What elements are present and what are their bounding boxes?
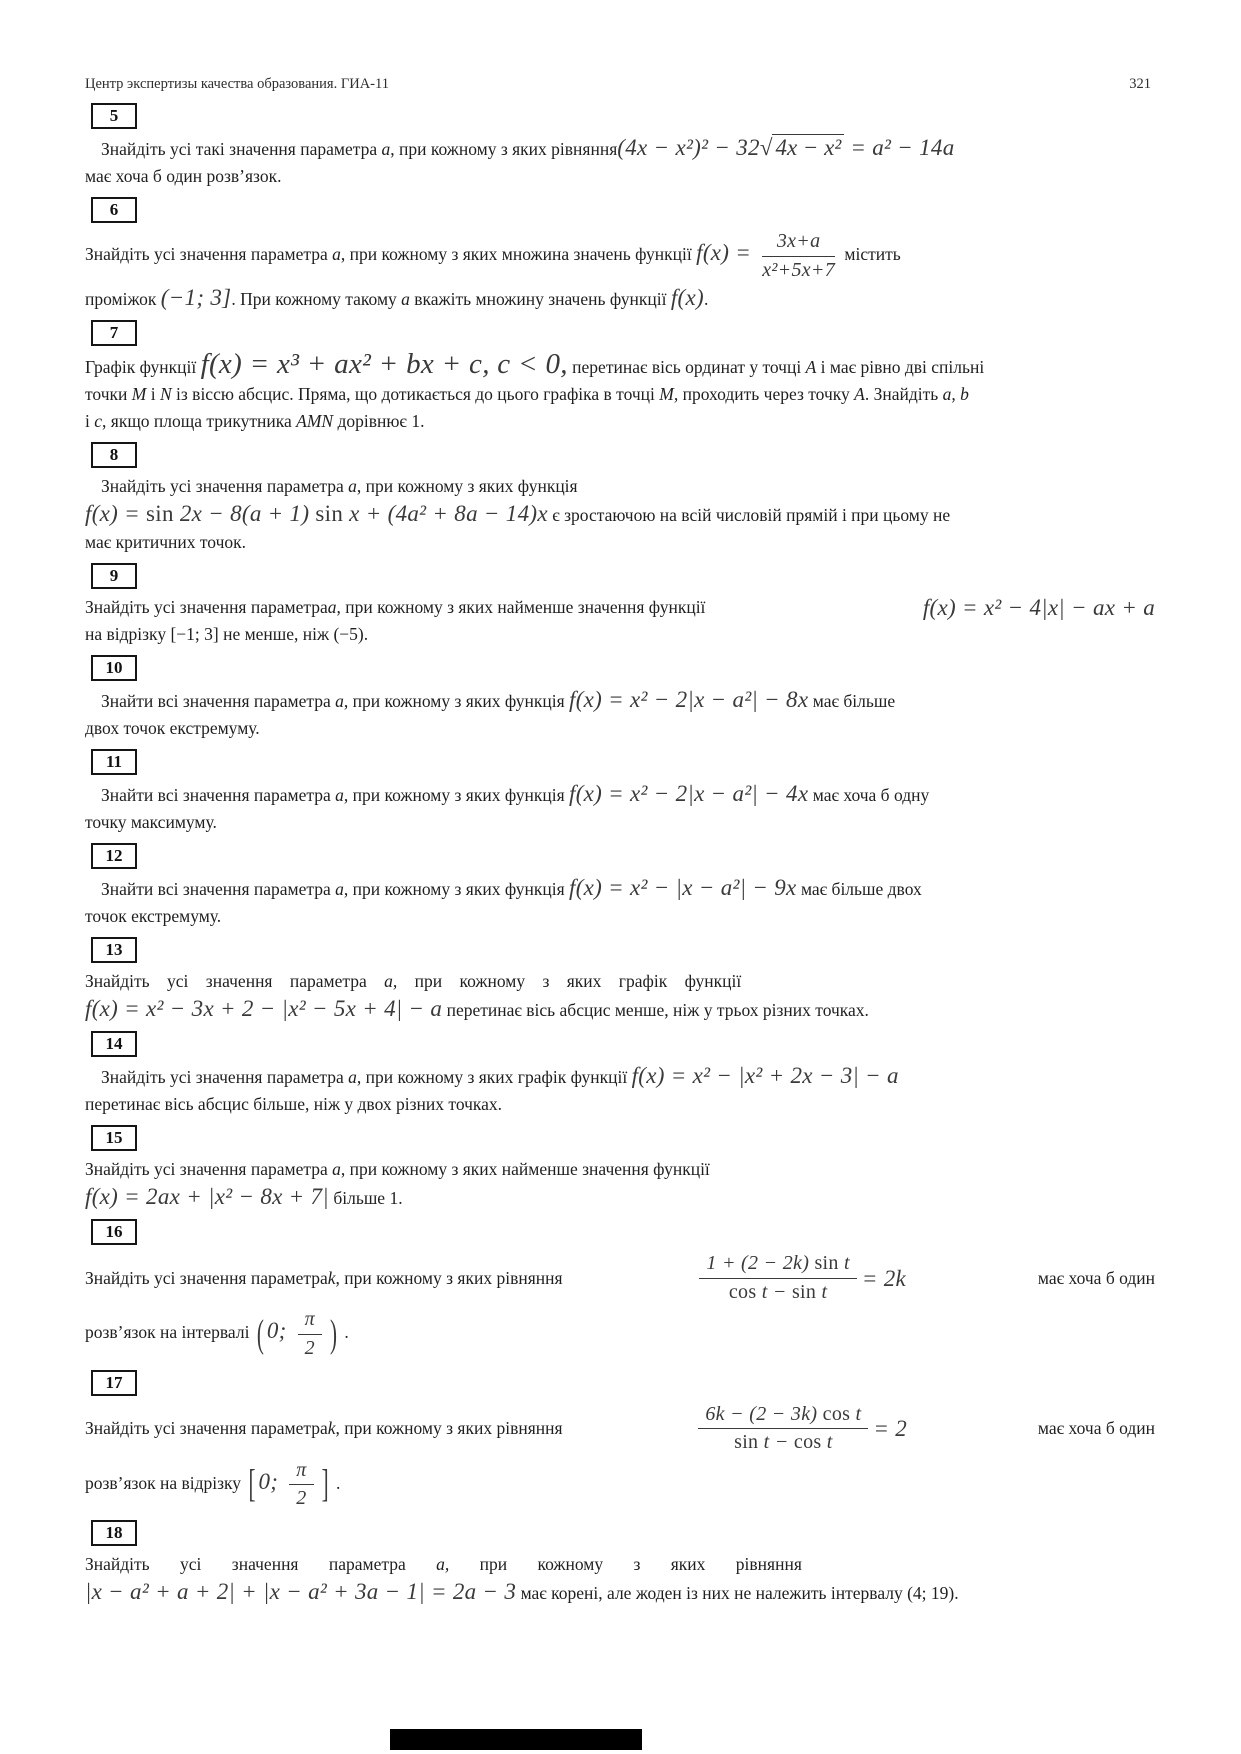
variable: a	[335, 879, 344, 900]
variable: a,	[384, 971, 398, 992]
variable: a	[348, 476, 357, 497]
problem-number-box: 14	[91, 1031, 137, 1057]
segment-group	[1038, 1265, 1155, 1292]
problem-line	[85, 1156, 1155, 1183]
problem-line	[85, 1062, 1155, 1091]
problem-number-box: 5	[91, 103, 137, 129]
text-run: , при кожному з яких функція	[343, 785, 569, 806]
variable: M	[131, 384, 147, 405]
segment-group	[923, 594, 1155, 621]
text-run: , при кожному з яких функція	[343, 879, 569, 900]
fraction	[762, 230, 835, 282]
problems-list	[85, 96, 1155, 1613]
math-formula: f(x) = x³ + ax² + bx + c, c < 0,	[200, 348, 568, 381]
text-run: Знайдіть усі значення параметра	[101, 476, 349, 497]
variable: c	[94, 411, 103, 432]
text-run: Знайдіть усі значення параметра	[85, 244, 333, 265]
problem-12	[85, 843, 1155, 930]
problem-line	[85, 1250, 1155, 1306]
bracket: (	[256, 1311, 264, 1356]
text-run: , при кожному з яких рівняння	[335, 1418, 563, 1439]
variable: a	[348, 1067, 357, 1088]
text-run: на відрізку [−1; 3] не менше, ніж (−5).	[85, 624, 369, 645]
problem-line	[85, 1091, 1155, 1118]
text-run: двох точок екстремуму.	[85, 718, 260, 739]
radical	[760, 134, 844, 160]
problem-line	[85, 621, 1155, 648]
problem-line	[85, 408, 1155, 435]
variable: A	[805, 357, 817, 378]
text-run: вкажіть множину значень функції	[409, 289, 671, 310]
variable: a	[327, 597, 337, 618]
variable: N	[159, 384, 172, 405]
problem-line	[85, 874, 1155, 903]
problem-13	[85, 937, 1155, 1024]
problem-10	[85, 655, 1155, 742]
problem-line	[85, 903, 1155, 930]
problem-line	[85, 500, 1155, 529]
variable: a, b	[942, 384, 969, 405]
segment-group	[85, 594, 705, 621]
text-run: Графік функції	[85, 357, 201, 378]
variable: M,	[659, 384, 679, 405]
problem-line	[85, 348, 1155, 381]
text-run: , якщо площа трикутника	[102, 411, 297, 432]
text-run: має корені, але жоден із них не належить інтервалу (4; 19).	[516, 1582, 959, 1603]
fraction-numerator: π	[289, 1459, 313, 1486]
text-run: , при кожному з яких найменше значення функції	[336, 597, 706, 618]
radicand: 4x − x²	[772, 134, 844, 160]
math-formula: f(x) = x² − 4|x| − ax + a	[922, 595, 1155, 621]
fraction-numerator: 1 + (2 − 2k) sin t	[699, 1252, 857, 1279]
text-run: і має рівно дві спільні	[816, 357, 985, 378]
radical-sign: √	[759, 135, 773, 160]
text-run: , при кожному з яких функція	[343, 691, 569, 712]
text-run: перетинає вісь абсцис більше, ніж у двох різних точках.	[85, 1094, 503, 1115]
scan-artifact-bar	[390, 1729, 642, 1750]
segment-group	[1038, 1415, 1155, 1442]
text-run: Знайдіть усі значення параметра	[85, 1159, 333, 1180]
text-run: при кожному з яких графік функції	[397, 971, 742, 992]
fraction	[698, 1403, 868, 1455]
text-run: Знайдіть усі значення параметра	[101, 1067, 349, 1088]
math-formula: (4x − x²)² − 32	[617, 135, 760, 160]
math-formula: f(x) = sin 2x − 8(a + 1) sin x + (4a² + 8a − 14)x	[85, 501, 548, 527]
problem-9	[85, 563, 1155, 648]
problem-number-box: 18	[91, 1520, 137, 1546]
variable: a	[335, 691, 344, 712]
fraction-denominator: cos t − sin t	[728, 1280, 828, 1303]
problem-number-box: 12	[91, 843, 137, 869]
problem-line	[85, 1457, 1155, 1513]
text-run: точок екстремуму.	[85, 906, 222, 927]
segment-group	[693, 1401, 907, 1457]
text-run: є зростаючою на всій числовій прямій і при цьому не	[547, 505, 951, 526]
problem-8	[85, 442, 1155, 556]
math-formula: |x − a² + a + 2| + |x − a² + 3a − 1| = 2a − 3	[85, 1578, 517, 1604]
text-run: .	[339, 1322, 349, 1343]
problem-line	[85, 529, 1155, 556]
math-formula: 0;	[258, 1468, 285, 1494]
bracket: [	[248, 1461, 256, 1507]
text-run: , при кожному з яких рівняння	[335, 1267, 563, 1288]
problem-line	[85, 228, 1155, 284]
math-formula: f(x) = x² − |x − a²| − 9x	[569, 875, 797, 901]
text-run: точки	[85, 384, 132, 405]
text-run: Знайти всі значення параметра	[101, 785, 336, 806]
problem-7	[85, 320, 1155, 435]
bracket: )	[329, 1311, 337, 1356]
problem-line	[85, 1183, 1155, 1212]
text-run: Знайдіть усі значення параметра	[85, 1267, 328, 1288]
math-formula: f(x) = x² − 2|x − a²| − 8x	[569, 687, 809, 713]
problem-18	[85, 1520, 1155, 1607]
text-run: перетинає вісь абсцис менше, ніж у трьох різних точках.	[442, 1000, 869, 1021]
problem-line	[85, 780, 1155, 809]
text-run: має хоча б один розв’язок.	[85, 166, 282, 186]
variable: a	[401, 289, 410, 310]
problem-line	[85, 1551, 1155, 1578]
problem-number-box: 17	[91, 1370, 137, 1396]
text-run: проходить через точку	[678, 384, 855, 405]
math-formula: f(x) =	[696, 240, 758, 266]
text-run: Знайдіть усі значення параметра	[85, 597, 328, 618]
problem-line	[85, 134, 1155, 163]
text-run: дорівнює 1.	[333, 411, 425, 432]
fraction	[298, 1308, 322, 1360]
variable: k	[327, 1267, 336, 1288]
problem-number-box: 11	[91, 749, 137, 775]
problem-number-box: 9	[91, 563, 137, 589]
text-run: Знайти всі значення параметра	[101, 691, 336, 712]
text-run: більше 1.	[328, 1188, 403, 1209]
fraction	[699, 1252, 857, 1304]
text-run: має критичних точок.	[85, 532, 247, 553]
problem-line	[85, 473, 1155, 500]
fraction-numerator: π	[298, 1308, 322, 1335]
fraction	[289, 1459, 313, 1511]
problem-number-box: 16	[91, 1219, 137, 1245]
text-run: має хоча б один	[1037, 1267, 1155, 1288]
problem-line	[85, 163, 1155, 190]
problem-6	[85, 197, 1155, 313]
variable: a,	[436, 1553, 450, 1574]
text-run: Знайдіть усі значення параметра	[85, 1418, 328, 1439]
variable: AMN	[296, 411, 334, 432]
text-run: , при кожному з яких рівняння	[390, 139, 618, 159]
fraction-denominator: 2	[296, 1487, 307, 1510]
problem-line	[85, 1306, 1155, 1362]
math-formula: (−1; 3]	[160, 285, 232, 311]
math-formula: = 2k	[861, 1265, 907, 1291]
math-formula: = 2	[873, 1416, 908, 1442]
bracket: ]	[321, 1461, 329, 1507]
problem-17	[85, 1370, 1155, 1513]
variable: a	[381, 139, 391, 159]
fraction-denominator: sin t − cos t	[734, 1431, 833, 1454]
text-run: точку максимуму.	[85, 812, 217, 833]
text-run: .	[703, 289, 709, 310]
text-run: Знайти всі значення параметра	[101, 879, 336, 900]
variable: a	[332, 1159, 341, 1180]
math-formula: f(x) = x² − |x² + 2x − 3| − a	[631, 1063, 899, 1089]
text-run: , при кожному з яких функція	[356, 476, 578, 497]
fraction-numerator: 3x+a	[762, 230, 835, 257]
text-run: перетинає вісь ординат у точці	[567, 357, 806, 378]
text-run: .	[331, 1472, 341, 1493]
problem-line	[85, 715, 1155, 742]
math-formula: f(x) = 2ax + |x² − 8x + 7|	[85, 1184, 329, 1210]
problem-line	[85, 1578, 1155, 1607]
problem-line	[85, 995, 1155, 1024]
math-formula: f(x) = x² − 2|x − a²| − 4x	[569, 781, 809, 807]
text-run: і	[146, 384, 160, 405]
problem-number-box: 10	[91, 655, 137, 681]
problem-number-box: 6	[91, 197, 137, 223]
text-run: розв’язок на відрізку	[85, 1472, 246, 1493]
segment-group	[694, 1250, 906, 1306]
text-run: із віссю абсцис. Пряма, що дотикається до цього графіка в точці	[171, 384, 660, 405]
text-run: містить	[840, 244, 901, 265]
text-run: . Знайдіть	[864, 384, 943, 405]
problem-11	[85, 749, 1155, 836]
problem-14	[85, 1031, 1155, 1118]
text-run: , при кожному з яких множина значень функції	[340, 244, 697, 265]
problem-line	[85, 594, 1155, 621]
segment-group	[85, 1265, 563, 1292]
text-run: , при кожному з яких графік функції	[356, 1067, 632, 1088]
fraction-numerator: 6k − (2 − 3k) cos t	[698, 1403, 868, 1430]
fraction-denominator: x²+5x+7	[762, 258, 836, 281]
text-run: . При кожному такому	[231, 289, 402, 310]
text-run: Знайдіть усі значення параметра	[85, 1553, 437, 1574]
problem-line	[85, 284, 1155, 313]
problem-number-box: 7	[91, 320, 137, 346]
text-run: має більше двох	[796, 879, 922, 900]
problem-line	[85, 381, 1155, 408]
problem-16	[85, 1219, 1155, 1362]
problem-line	[85, 809, 1155, 836]
text-run: має більше	[808, 691, 896, 712]
variable: a	[332, 244, 341, 265]
variable: a	[335, 785, 344, 806]
problem-number-box: 13	[91, 937, 137, 963]
text-run: має хоча б одну	[808, 785, 930, 806]
math-formula: = a² − 14a	[844, 135, 955, 160]
problem-line	[85, 968, 1155, 995]
text-run: розв’язок на інтервалі	[85, 1322, 254, 1343]
text-run: має хоча б один	[1037, 1418, 1155, 1439]
problem-line	[85, 686, 1155, 715]
variable: k	[327, 1418, 336, 1439]
page-header	[85, 76, 1151, 93]
math-formula: f(x) = x² − 3x + 2 − |x² − 5x + 4| − a	[85, 996, 443, 1022]
text-run: Знайдіть усі значення параметра	[85, 971, 385, 992]
header-left-text: Центр экспертизы качества образования. ГИА-11	[85, 76, 389, 92]
problem-5	[85, 103, 1155, 190]
problem-line	[85, 1401, 1155, 1457]
fraction-denominator: 2	[304, 1336, 315, 1359]
text-run: проміжок	[85, 289, 161, 310]
text-run: Знайдіть усі такі значення параметра	[101, 139, 382, 159]
text-run: при кожному з яких рівняння	[449, 1553, 802, 1574]
problem-number-box: 15	[91, 1125, 137, 1151]
text-run: , при кожному з яких найменше значення функції	[340, 1159, 710, 1180]
math-formula: 0;	[266, 1318, 293, 1344]
segment-group	[85, 1415, 563, 1442]
problem-number-box: 8	[91, 442, 137, 468]
text-run: і	[85, 411, 95, 432]
page-number: 321	[1129, 76, 1151, 92]
problem-15	[85, 1125, 1155, 1212]
variable: A	[854, 384, 865, 405]
math-formula: f(x)	[670, 285, 704, 311]
